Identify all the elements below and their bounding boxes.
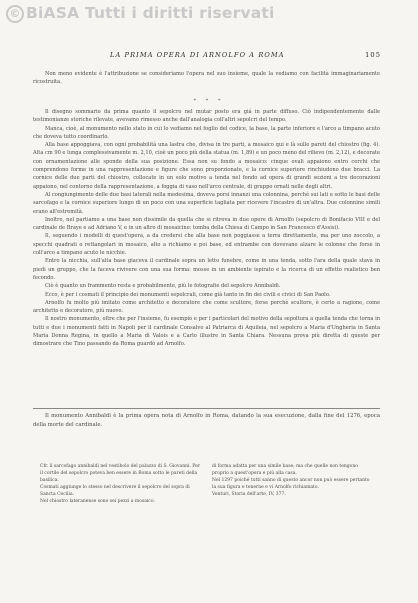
paragraph: Entro la nicchia, sull'alta base giaceva il cardinale sopra un letto funebre, come in una tenda, sotto l'ara della quale stava in piedi un gruppo, che la faceva rivivere con una sua forma: mosse in un ambiente ispirato e la ricerca di un effetto realistico ben fecondo. [33,258,380,281]
footnote: Nel chiostro lateranense sono sei pezzi a mosaico. [40,499,155,504]
paragraph: Inoltre, nel partiamo a una base non dissimile da quella che si ritrova in due opere di Arnolfo (sepolcro di Bonifacio VIII e del cardinale de Braye e ad Adriano V, e in un altro di mosaicino: tomba della Chiesa di Campo in San Francesco d'Assisi). [33,216,380,232]
footnotes [40,463,380,515]
running-title: LA PRIMA OPERA DI ARNOLFO A ROMA [110,51,285,59]
footnotes-right [212,463,372,498]
paragraph: Arnolfo fu molto più imitato come architetto e decoratore che come scultore, forse perchè scultore, è certo a ragione, come architetto e decoratore, più nuovo. [33,299,380,315]
intro-text: Non meno evidente è l'attribuzione se consideriamo l'opera nel suo insieme, quale la vediamo con facilità immaginariamente ricostruita. [33,71,380,86]
footnote: Cfr. il sarcofago annibaldi nel vestibolo del palazzo di S. Giovanni. Per il cortile del sepolcro poteva ben essere in Roma sotto le pareti della basilica. [40,464,200,483]
paragraph: Il nostro monumento, oltre che per l'insieme, fu esempio e per i particolari del motivo della sepoltura a quella tenda che torna in tutti e due i monumenti fatti in Napoli per il cardinale Consalvo al Patriarca di Aquileia, nel sepolcro a Maria d'Ungheria in Santa Maria Donna Regina, in quello a Maria di Valois e a Carlo illustre in Santa Chiara. Nessuna prova più diretta di queste per dimostrare che Tino passando da Roma guardò ad Arnolfo. [33,316,380,348]
section-separator: * * * [193,98,225,104]
closing-paragraph [33,412,380,429]
paragraph: Manca, cioè, al monumento nello stato in cui lo vediamo nel foglio del codice, la base, la parte inferiore e l'arco a timpano acuto che doveva tutto coordinarlo. [33,125,380,140]
watermark [6,4,416,23]
main-text [33,108,380,349]
footnote: Nel 1297 poiché tutti sanno di questo ancor non può essere pertanto la sua figura e tenerne e vi Arnolfo richiamato. [212,478,370,490]
footnote: Cosmati aggiunge lo stesso nel descrivere il sepolcro del sopra di Sancta Cecilia. [40,485,190,497]
paragraph: Il, seguendo i modelli di quest'opera, a da credersi che alla base non poggiasse a terra direttamente, ma per uno zoccolo, a specchi quadrati o rettangolari in mosaico, alto a richiamo e poi base, ed entrambe con dovevano alzare le colonne che forse in coll'arco a timpano acuto le nicchie. [33,233,380,257]
running-head [0,51,418,61]
watermark-text: BiASA Tutti i diritti riservati [26,4,275,22]
page-number: 105 [365,51,381,59]
intro-paragraph [33,70,380,87]
footnote: Venturi, Storia dell'arte, IV, 377. [212,492,286,497]
paragraph: Il disegno sommario da prima quanto il sepolcro nel mutar posto era giá in parte diffuso. Ciò indipendentemente dalle testimonianze storiche rilevate, avevamo rimesso anche dall'analogia coll'altri sepolcri del tempo. [33,109,380,124]
footnote-rule [33,408,380,409]
paragraph: Alla base appoggiava, con ogni probabilità una lastra che, divisa in tre parti, a mosaico qui e là sulle pareti del chiostro (fig. 4). Alta cm 90 e lunga complessivamente m. 2,10, cioè un poco più della statua (m. 1,89) e un poco meno del rilievo (m. 2,12), e decorate con ornamentazione alle sponde della sua posizione. Essa non su fondo a mosaico: cinque ovali appaiono entro cerchi che comprendono forme in una rappresentazione e figure che sono proporzionate, e la cornice superiore rinchiudono due bracci. La cornice delle due parti del chiostro, collocate in un solo motivo a tenda nel fondo ad opera di grandi sezioni a tre decorazioni appaiono, nel contorno della rappresentazione, a foggia di vaso nell'arco centrale, di gruppo ornati nelle degli altri. [33,142,380,190]
paragraph: Ciò è quanto un frammento resta e probabilmente, più le fotografie del sepolcro Annibaldi. [45,283,281,290]
paragraph: Al congiungimento delle due basi laterali nella medesima, doveva porsi innanzi una colonnina, perchè sui lati e sotto le basi delle sarcofago e la cornice superiore lungo di un poco con una superficie tagliata per ricevere l'incastro di un'altra. Due colonnine simili erano all'estremità. [33,191,380,215]
closing-text: Il monumento Annibaldi è la prima opera nota di Arnolfo in Roma, datando la sua esecuzione, dalla fine del 1276, epoca della morte del cardinale. [33,413,380,428]
copyright-icon: © [6,5,24,23]
footnotes-left [40,463,200,505]
footnote: di forma adatta per una simile base; ma che quelle non tengono proprio a quest'opera e più alla casa. [212,464,358,476]
paragraph: Ecco, è per i cosmati il principio dei monumenti sepolcrali, come già tanto in fin dei civili e civici di San Paolo. [45,291,331,298]
